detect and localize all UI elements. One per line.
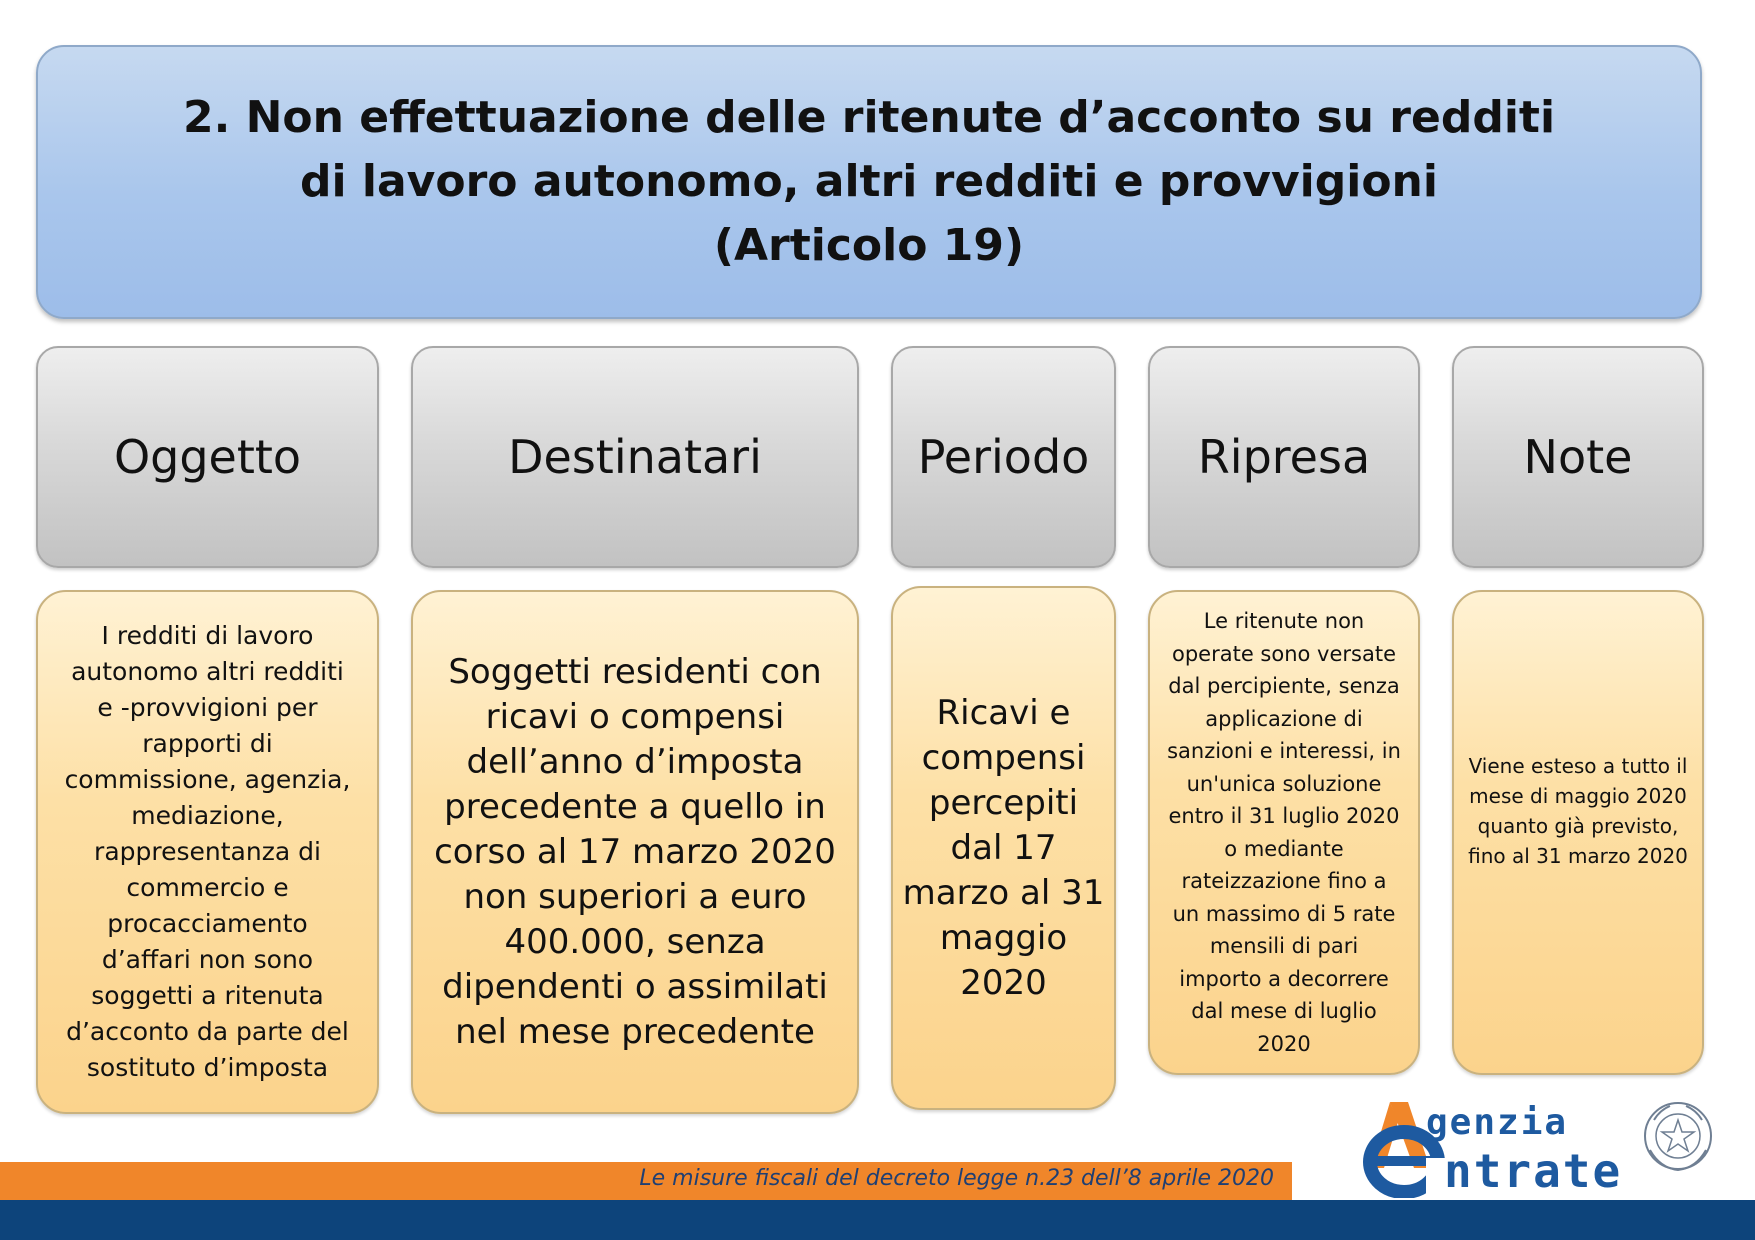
text-line: rapporti di bbox=[142, 729, 273, 758]
text-line: maggio bbox=[939, 917, 1068, 958]
body-note-text bbox=[1468, 751, 1688, 871]
text-line: commissione, agenzia, bbox=[64, 765, 351, 794]
body-ripresa bbox=[1148, 590, 1420, 1075]
text-line: dal 17 bbox=[950, 827, 1057, 868]
text-line: sostituto d’imposta bbox=[86, 1053, 329, 1082]
body-destinatari-text bbox=[434, 650, 836, 1055]
text-line: mediazione, bbox=[131, 801, 284, 830]
text-line: autonomo altri redditi bbox=[71, 657, 344, 686]
text-line: dal percipiente, senza bbox=[1168, 674, 1400, 698]
text-line: compensi bbox=[921, 737, 1086, 778]
text-line: 2020 bbox=[960, 962, 1047, 1003]
header-destinatari: Destinatari bbox=[411, 346, 859, 568]
body-destinatari bbox=[411, 590, 859, 1114]
text-line: dal mese di luglio bbox=[1191, 999, 1377, 1023]
text-line: percepiti bbox=[928, 782, 1079, 823]
text-line: procacciamento bbox=[107, 909, 308, 938]
text-line: un'unica soluzione bbox=[1186, 771, 1382, 796]
title-line-3: (Articolo 19) bbox=[713, 220, 1025, 271]
logo-word-genzia: genzia bbox=[1426, 1102, 1569, 1143]
text-line: applicazione di bbox=[1205, 706, 1363, 731]
text-line: d’acconto da parte del bbox=[66, 1017, 349, 1046]
text-line: nel mese precedente bbox=[455, 1011, 815, 1052]
text-line: e -provvigioni per bbox=[97, 693, 318, 722]
text-line: soggetti a ritenuta bbox=[91, 981, 324, 1010]
agenzia-entrate-logo bbox=[1356, 1098, 1636, 1198]
text-line: operate sono versate bbox=[1172, 641, 1396, 666]
body-note bbox=[1452, 590, 1704, 1075]
text-line: dell’anno d’imposta bbox=[466, 741, 804, 782]
text-line: Ricavi e bbox=[936, 692, 1071, 733]
text-line: quanto già previsto, bbox=[1477, 813, 1679, 838]
text-line: I redditi di lavoro bbox=[101, 621, 314, 650]
text-line: marzo al 31 bbox=[902, 872, 1105, 913]
text-line: Soggetti residenti con bbox=[448, 651, 822, 692]
text-line: sanzioni e interessi, in bbox=[1167, 739, 1401, 763]
header-ripresa: Ripresa bbox=[1148, 346, 1420, 568]
text-line: importo a decorrere bbox=[1179, 966, 1389, 991]
text-line: non superiori a euro bbox=[463, 876, 807, 917]
text-line: rappresentanza di bbox=[94, 837, 321, 866]
body-periodo bbox=[891, 586, 1116, 1110]
body-oggetto bbox=[36, 590, 379, 1114]
text-line: 400.000, senza bbox=[504, 921, 766, 962]
text-line: 2020 bbox=[1257, 1031, 1311, 1056]
text-line: un massimo di 5 rate bbox=[1172, 901, 1396, 926]
logo-word-ntrate: ntrate bbox=[1444, 1144, 1623, 1198]
text-line: Viene esteso a tutto il bbox=[1468, 753, 1688, 778]
text-line: rateizzazione fino a bbox=[1181, 869, 1387, 893]
text-line: d’affari non sono bbox=[101, 945, 314, 974]
text-line: ricavi o compensi bbox=[485, 696, 785, 737]
body-ripresa-text bbox=[1167, 605, 1401, 1060]
footer-caption: Le misure fiscali del decreto legge n.23 dell’8 aprile 2020 bbox=[639, 1166, 1274, 1191]
body-oggetto-text bbox=[65, 618, 351, 1086]
footer-bar-blue bbox=[0, 1200, 1755, 1240]
text-line: fino al 31 marzo 2020 bbox=[1468, 843, 1688, 868]
header-note: Note bbox=[1452, 346, 1704, 568]
text-line: precedente a quello in bbox=[444, 786, 826, 827]
header-oggetto: Oggetto bbox=[36, 346, 379, 568]
body-periodo-text bbox=[903, 691, 1105, 1006]
text-line: dipendenti o assimilati bbox=[442, 966, 828, 1007]
title-line-1: 2. Non effettuazione delle ritenute d’acconto su redditi bbox=[182, 92, 1556, 143]
text-line: commercio e bbox=[126, 873, 289, 902]
header-periodo: Periodo bbox=[891, 346, 1116, 568]
text-line: mensili di pari bbox=[1209, 934, 1359, 958]
text-line: Le ritenute non bbox=[1203, 609, 1365, 633]
republic-emblem-icon bbox=[1640, 1098, 1716, 1174]
text-line: mese di maggio 2020 bbox=[1469, 783, 1687, 808]
title-line-2: di lavoro autonomo, altri redditi e provvigioni bbox=[300, 156, 1438, 207]
text-line: entro il 31 luglio 2020 bbox=[1168, 804, 1400, 828]
text-line: o mediante bbox=[1224, 836, 1344, 861]
page-title bbox=[183, 86, 1555, 278]
title-box bbox=[36, 45, 1702, 319]
text-line: corso al 17 marzo 2020 bbox=[434, 831, 836, 872]
footer-bar-orange bbox=[0, 1162, 1292, 1200]
